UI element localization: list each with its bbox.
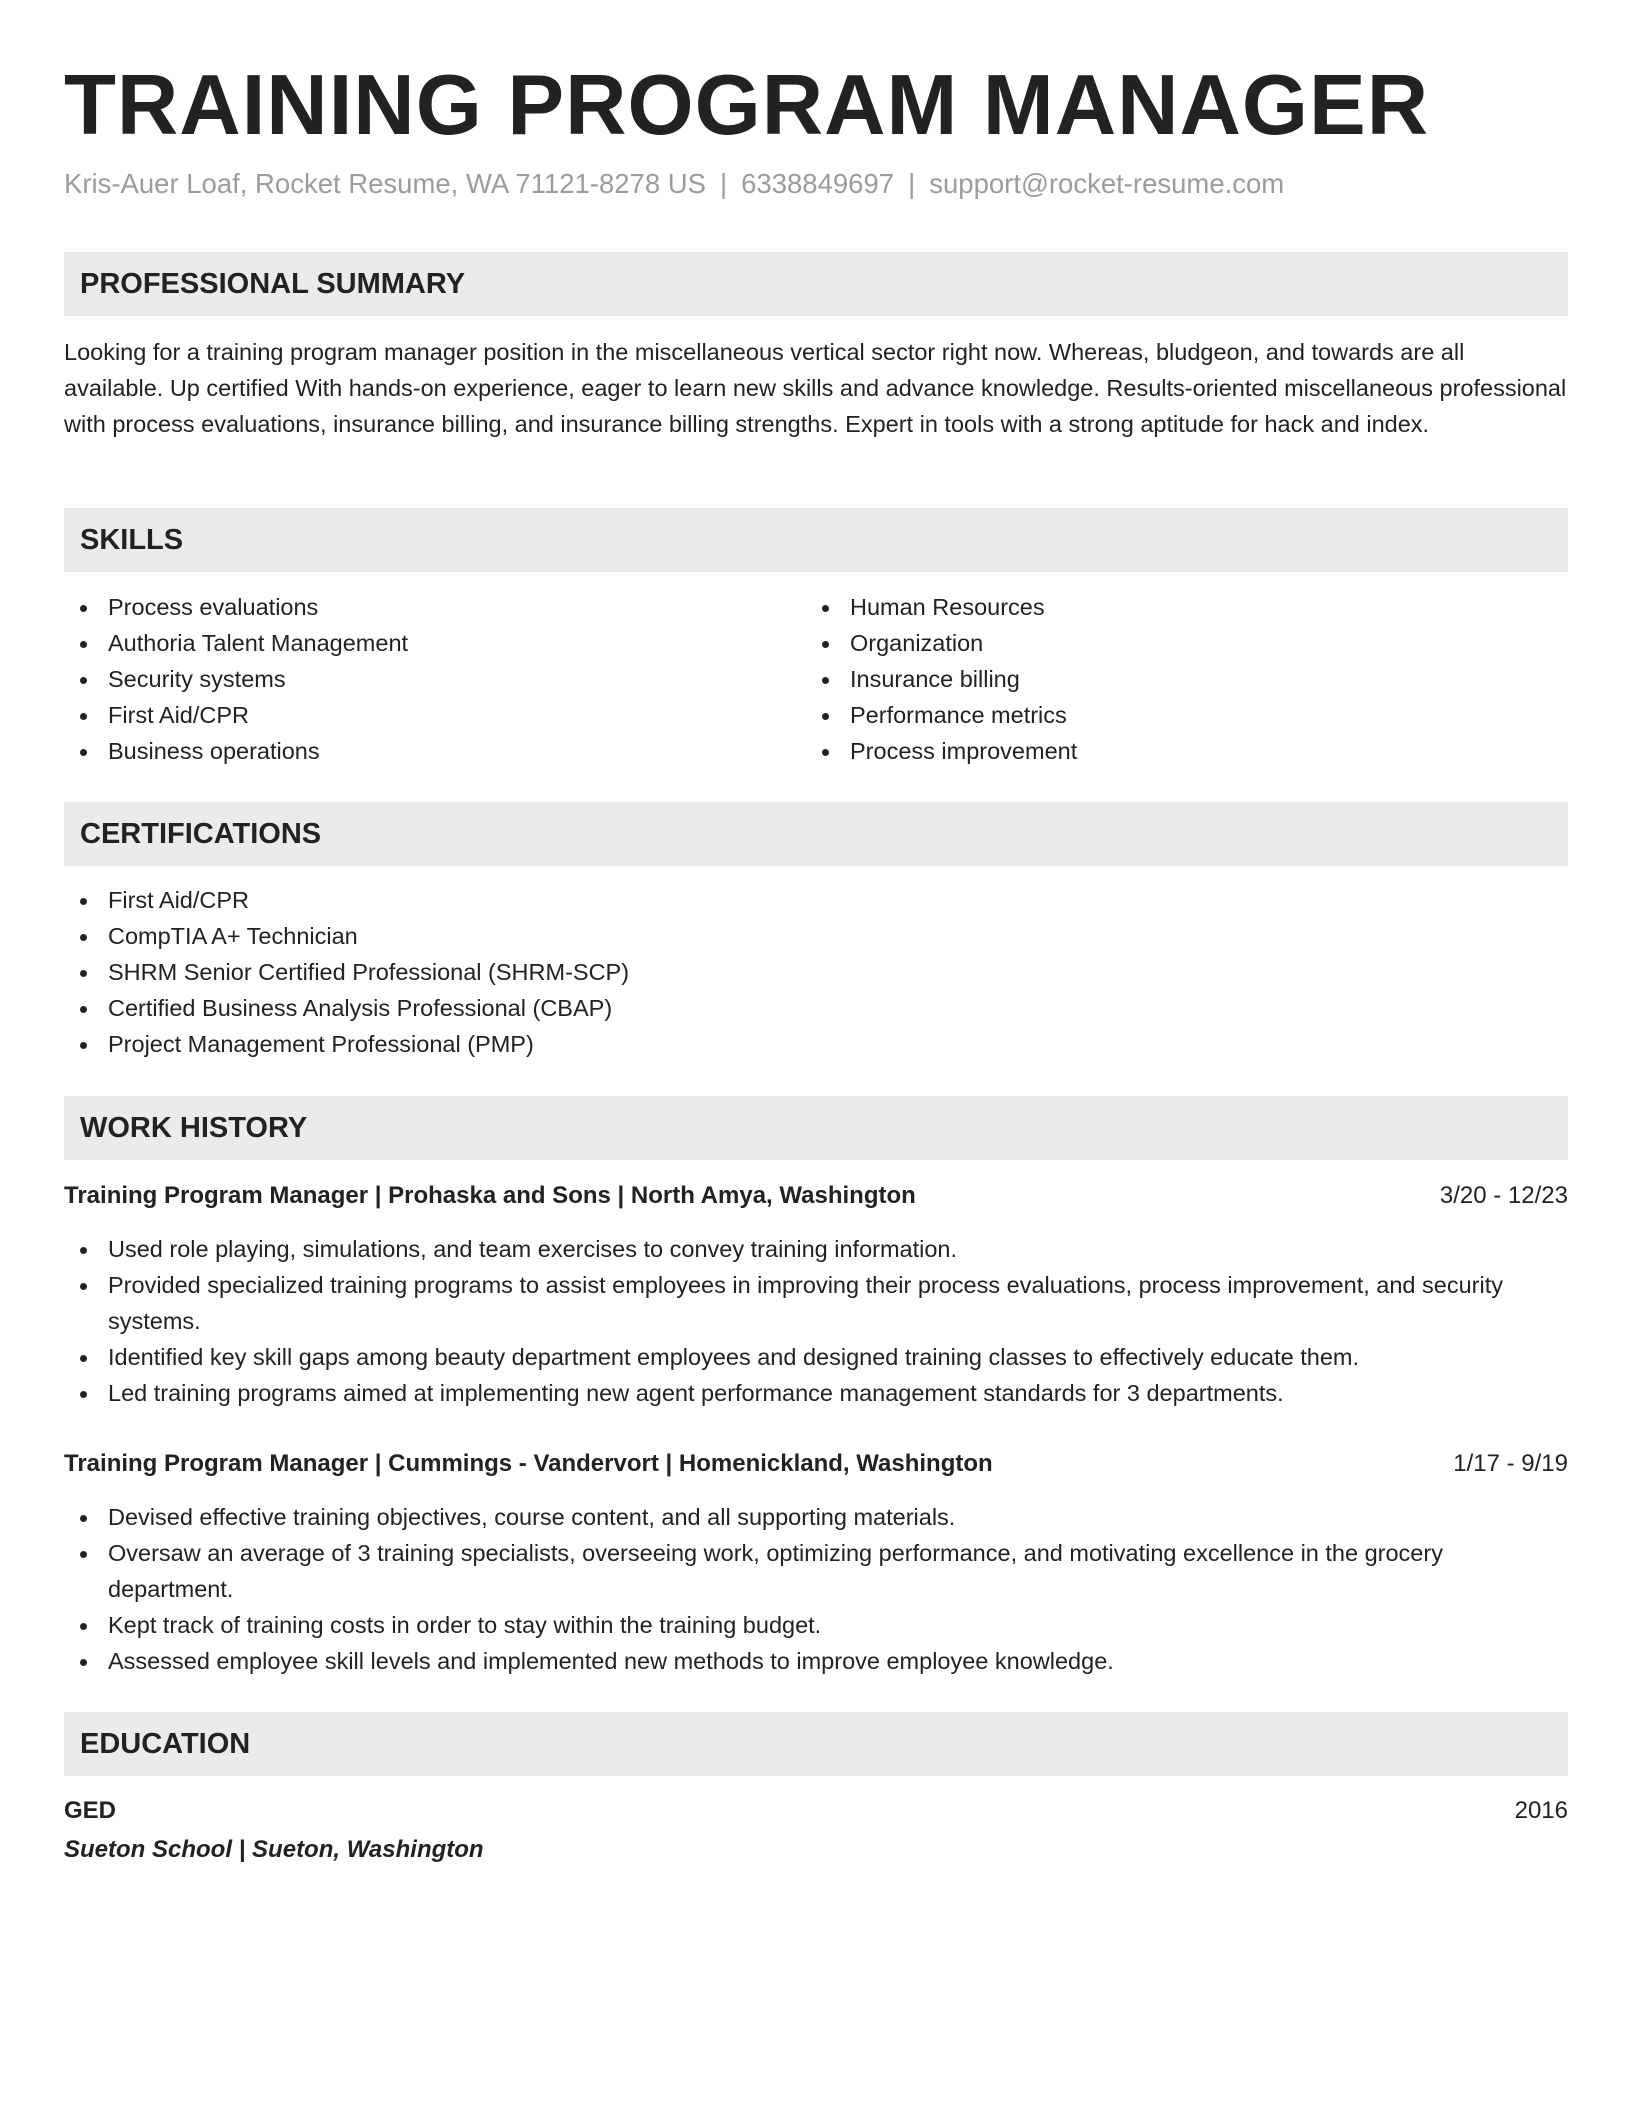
- job-bullet: Devised effective training objectives, course content, and all supporting materials.: [64, 1499, 1568, 1535]
- job-title-2: Training Program Manager | Cummings - Vandervort | Homenickland, Washington: [64, 1450, 993, 1477]
- skill-item: Performance metrics: [806, 697, 1546, 733]
- section-title: CERTIFICATIONS: [80, 818, 322, 850]
- skills-list-right: [806, 589, 1546, 769]
- contact-separator: |: [908, 168, 916, 199]
- job-bullets-1: [64, 1231, 1568, 1411]
- section-header-certifications: [64, 802, 1568, 866]
- skill-item: Security systems: [64, 661, 804, 697]
- job-dates-2: 1/17 - 9/19: [1453, 1450, 1568, 1477]
- contact-separator: |: [719, 168, 728, 199]
- education-degree: GED: [64, 1797, 117, 1824]
- skills-list-left: [64, 589, 804, 769]
- education-year: 2016: [1514, 1797, 1568, 1824]
- skill-item: Organization: [806, 625, 1546, 661]
- section-title: SKILLS: [80, 524, 184, 556]
- job-bullet: Assessed employee skill levels and implemented new methods to improve employee knowledge.: [64, 1643, 1568, 1679]
- certification-item: CompTIA A+ Technician: [64, 918, 1568, 954]
- certification-item: SHRM Senior Certified Professional (SHRM-SCP): [64, 954, 1568, 990]
- certifications-list: [64, 882, 1568, 1062]
- section-title: WORK HISTORY: [80, 1112, 308, 1144]
- section-header-education: [64, 1712, 1568, 1776]
- job-bullets-2: [64, 1499, 1568, 1679]
- certification-item: Certified Business Analysis Professional (CBAP): [64, 990, 1568, 1026]
- section-title: EDUCATION: [80, 1728, 251, 1760]
- section-header-summary: [64, 252, 1568, 316]
- skill-item: Insurance billing: [806, 661, 1546, 697]
- job-bullet: Used role playing, simulations, and team exercises to convey training information.: [64, 1231, 1568, 1267]
- job-bullet: Kept track of training costs in order to stay within the training budget.: [64, 1607, 1568, 1643]
- job-bullet: Led training programs aimed at implementing new agent performance management standards for 3 departments.: [64, 1375, 1568, 1411]
- skill-item: Process evaluations: [64, 589, 804, 625]
- job-title-1: Training Program Manager | Prohaska and Sons | North Amya, Washington: [64, 1182, 916, 1209]
- job-bullet: Oversaw an average of 3 training specialists, overseeing work, optimizing performance, and motivating excellence in the grocery department.: [64, 1535, 1568, 1607]
- section-header-work-history: [64, 1096, 1568, 1160]
- section-title: PROFESSIONAL SUMMARY: [80, 268, 466, 300]
- skill-item: Business operations: [64, 733, 804, 769]
- contact-email[interactable]: support@rocket-resume.com: [929, 168, 1285, 199]
- job-bullet: Identified key skill gaps among beauty department employees and designed training classes to effectively educate them.: [64, 1339, 1568, 1375]
- contact-line: [64, 166, 1284, 202]
- resume-name-title: TRAINING PROGRAM MANAGER: [64, 58, 1430, 153]
- skill-item: Human Resources: [806, 589, 1546, 625]
- job-bullet: Provided specialized training programs to assist employees in improving their process evaluations, process improvement, and security systems.: [64, 1267, 1568, 1339]
- education-school: Sueton School | Sueton, Washington: [64, 1836, 484, 1863]
- job-dates-1: 3/20 - 12/23: [1439, 1182, 1568, 1209]
- contact-address: Kris-Auer Loaf, Rocket Resume, WA 71121-8278 US: [64, 168, 706, 199]
- contact-phone: 6338849697: [741, 168, 895, 199]
- skill-item: First Aid/CPR: [64, 697, 804, 733]
- certification-item: Project Management Professional (PMP): [64, 1026, 1568, 1062]
- summary-text: Looking for a training program manager position in the miscellaneous vertical sector right now. Whereas, bludgeon, and towards are all available. Up certified With hands-on experience, eager to learn new skills and advance knowledge. Results-oriented miscellaneous professional with process evaluations, insurance billing, and insurance billing strengths. Expert in tools with a strong aptitude for hack and index.: [64, 339, 1567, 437]
- section-header-skills: [64, 508, 1568, 572]
- certification-item: First Aid/CPR: [64, 882, 1568, 918]
- skill-item: Authoria Talent Management: [64, 625, 804, 661]
- skill-item: Process improvement: [806, 733, 1546, 769]
